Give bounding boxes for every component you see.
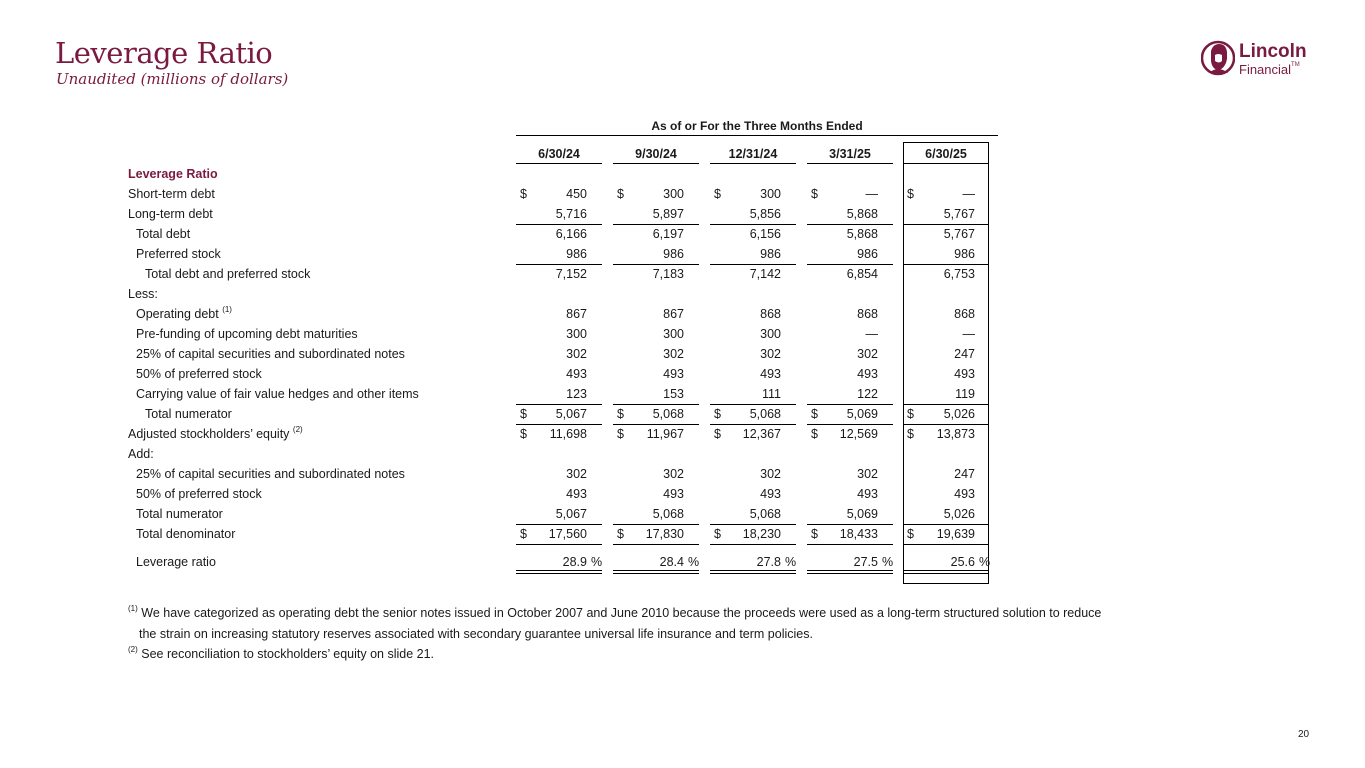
section-title: Leverage Ratio [128, 167, 218, 181]
page-subtitle: Unaudited (millions of dollars) [56, 70, 289, 88]
row-label: Total denominator [136, 527, 236, 541]
table-cell: 11,698 [549, 427, 587, 441]
row-label: Operating debt $^{(1)}$ [136, 305, 232, 321]
dollar-sign: $ [714, 527, 721, 541]
table-cell: 986 [954, 247, 975, 261]
table-cell: 28.4 [659, 555, 684, 569]
table-row [0, 404, 1365, 424]
lincoln-financial-logo [1201, 39, 1313, 79]
percent-sign: % [688, 555, 700, 569]
page-title: Leverage Ratio [55, 36, 273, 70]
table-cell: 867 [566, 307, 587, 321]
table-cell: 119 [955, 387, 975, 401]
table-cell: 5,068 [749, 407, 781, 421]
table-cell: 18,433 [839, 527, 878, 541]
table-row [0, 444, 1365, 464]
underline [710, 224, 796, 225]
table-cell: 302 [857, 467, 878, 481]
row-label: Total debt [136, 227, 191, 241]
underline [710, 424, 796, 425]
table-cell: 450 [566, 187, 587, 201]
table-cell: 17,560 [548, 527, 587, 541]
table-cell: 302 [760, 467, 781, 481]
table-cell: 5,026 [943, 407, 975, 421]
underline [710, 264, 796, 265]
table-cell: 868 [857, 307, 878, 321]
underline [903, 544, 989, 545]
logo-trademark: TM [1291, 62, 1300, 68]
table-cell: 5,716 [555, 207, 587, 221]
table-cell: 27.5 [853, 555, 878, 569]
table-cell: 17,830 [645, 527, 684, 541]
dollar-sign: $ [617, 187, 624, 201]
table-row [0, 384, 1365, 404]
table-cell: — [962, 327, 975, 341]
table-cell: 5,067 [555, 407, 587, 421]
table-cell: 493 [954, 487, 975, 501]
table-row [0, 324, 1365, 344]
table-cell: 300 [760, 327, 781, 341]
table-cell: 986 [566, 247, 587, 261]
footnote-1-continued: the strain on increasing statutory reserves associated with secondary guarantee universal life insurance and term policies. [139, 627, 813, 641]
table-row [0, 424, 1365, 444]
underline [516, 404, 602, 405]
table-cell: 123 [566, 387, 587, 401]
underline [613, 404, 699, 405]
table-cell: 493 [760, 367, 781, 381]
table-cell: 25.6 [950, 555, 975, 569]
logo-text-line2: Financial™ [1239, 62, 1300, 77]
table-cell: 6,166 [555, 227, 587, 241]
table-cell: 5,868 [846, 207, 878, 221]
row-label: Total debt and preferred stock [145, 267, 311, 281]
double-underline [807, 570, 893, 571]
table-row [0, 484, 1365, 504]
row-label: 50% of preferred stock [136, 367, 262, 381]
dollar-sign: $ [520, 427, 527, 441]
table-cell: 247 [954, 467, 975, 481]
dollar-sign: $ [520, 187, 527, 201]
column-header: 12/31/24 [728, 147, 778, 161]
span-header-rule [516, 135, 998, 136]
table-cell: — [865, 327, 878, 341]
table-cell: 122 [857, 387, 878, 401]
table-cell: 300 [566, 327, 587, 341]
logo-text-line1: Lincoln [1239, 41, 1307, 62]
table-row [0, 224, 1365, 244]
dollar-sign: $ [714, 187, 721, 201]
double-underline [710, 570, 796, 571]
percent-sign: % [979, 555, 991, 569]
table-cell: 5,069 [846, 507, 878, 521]
row-label: Add: [128, 447, 154, 461]
row-label: 25% of capital securities and subordinated notes [136, 347, 405, 361]
table-cell: 302 [663, 467, 684, 481]
table-row [0, 284, 1365, 304]
table-cell: 868 [954, 307, 975, 321]
footnote-marker: (1) [222, 305, 232, 314]
section-title-row [0, 164, 1365, 184]
footnote-2: $^{(2)}$ See reconciliation to stockholders’ equity on slide 21. [128, 645, 435, 661]
dollar-sign: $ [714, 407, 721, 421]
table-cell: 493 [857, 487, 878, 501]
table-cell: 493 [857, 367, 878, 381]
table-cell: 6,854 [846, 267, 878, 281]
double-underline [903, 570, 989, 571]
table-cell: 13,873 [936, 427, 975, 441]
table-cell: 493 [566, 487, 587, 501]
table-cell: 247 [954, 347, 975, 361]
table-cell: 302 [566, 467, 587, 481]
table-cell: 11,967 [646, 427, 684, 441]
table-cell: 111 [761, 387, 781, 401]
underline [516, 524, 602, 525]
table-cell: 5,068 [749, 507, 781, 521]
table-cell: 5,068 [652, 507, 684, 521]
dollar-sign: $ [617, 427, 624, 441]
underline [903, 404, 989, 405]
table-cell: 986 [857, 247, 878, 261]
underline [613, 264, 699, 265]
footnote-marker: (2) [292, 425, 303, 434]
double-underline [516, 573, 602, 574]
table-cell: 493 [566, 367, 587, 381]
underline [516, 224, 602, 225]
table-row [0, 524, 1365, 544]
table-cell: 300 [760, 187, 781, 201]
double-underline [903, 573, 989, 574]
underline [516, 424, 602, 425]
table-cell: 302 [857, 347, 878, 361]
row-label: Pre-funding of upcoming debt maturities [136, 327, 358, 341]
row-label: Less: [128, 287, 158, 301]
table-cell: 153 [663, 387, 684, 401]
dollar-sign: $ [907, 187, 914, 201]
row-label: Long-term debt [128, 207, 213, 221]
table-cell: 5,856 [749, 207, 781, 221]
double-underline [613, 570, 699, 571]
table-cell: 867 [663, 307, 684, 321]
underline [613, 544, 699, 545]
table-cell: 493 [954, 367, 975, 381]
page-number: 20 [1298, 729, 1310, 740]
double-underline [613, 573, 699, 574]
table-cell: 5,068 [652, 407, 684, 421]
underline [903, 524, 989, 525]
underline [613, 424, 699, 425]
table-cell: 6,197 [652, 227, 684, 241]
table-cell: 5,067 [555, 507, 587, 521]
table-row [0, 344, 1365, 364]
table-row [0, 264, 1365, 284]
table-cell: 868 [760, 307, 781, 321]
column-header: 6/30/25 [925, 147, 967, 161]
underline [710, 544, 796, 545]
dollar-sign: $ [714, 427, 721, 441]
table-row [0, 204, 1365, 224]
underline [903, 424, 989, 425]
lincoln-portrait-icon [1201, 39, 1235, 77]
dollar-sign: $ [617, 527, 624, 541]
table-row [0, 464, 1365, 484]
table-cell: 7,142 [749, 267, 781, 281]
table-cell: 302 [566, 347, 587, 361]
underline [710, 404, 796, 405]
percent-sign: % [785, 555, 797, 569]
table-cell: 12,569 [839, 427, 878, 441]
table-row [0, 504, 1365, 524]
dollar-sign: $ [520, 407, 527, 421]
dollar-sign: $ [811, 527, 818, 541]
table-cell: 986 [663, 247, 684, 261]
table-cell: 5,069 [846, 407, 878, 421]
percent-sign: % [591, 555, 603, 569]
underline [807, 404, 893, 405]
table-cell: 19,639 [936, 527, 975, 541]
table-cell: 18,230 [742, 527, 781, 541]
row-label: Total numerator [136, 507, 223, 521]
dollar-sign: $ [811, 427, 818, 441]
dollar-sign: $ [811, 187, 818, 201]
table-cell: 493 [760, 487, 781, 501]
column-header: 6/30/24 [538, 147, 580, 161]
underline [807, 224, 893, 225]
table-cell: 6,156 [749, 227, 781, 241]
table-row [0, 244, 1365, 264]
row-label: Preferred stock [136, 247, 221, 261]
dollar-sign: $ [907, 407, 914, 421]
underline [710, 524, 796, 525]
table-cell: 6,753 [943, 267, 975, 281]
underline [807, 264, 893, 265]
table-cell: 300 [663, 187, 684, 201]
row-label: Short-term debt [128, 187, 215, 201]
row-label: Leverage ratio [136, 555, 216, 569]
table-cell: 5,868 [846, 227, 878, 241]
underline [807, 424, 893, 425]
underline [903, 264, 989, 265]
table-cell: — [865, 187, 878, 201]
double-underline [516, 570, 602, 571]
dollar-sign: $ [811, 407, 818, 421]
table-span-header: As of or For the Three Months Ended [651, 119, 863, 133]
underline [807, 524, 893, 525]
dollar-sign: $ [907, 427, 914, 441]
table-row [0, 364, 1365, 384]
table-cell: — [962, 187, 975, 201]
table-cell: 302 [760, 347, 781, 361]
underline [613, 524, 699, 525]
underline [903, 224, 989, 225]
underline [807, 544, 893, 545]
table-cell: 7,183 [652, 267, 684, 281]
footnote-1: $^{(1)}$ We have categorized as operating debt the senior notes issued in October 2007 and June 2010 because the proceeds were used as a long-term structured solution to reduce [128, 604, 1102, 620]
underline [516, 544, 602, 545]
dollar-sign: $ [520, 527, 527, 541]
underline [613, 224, 699, 225]
table-cell: 5,026 [943, 507, 975, 521]
table-cell: 493 [663, 487, 684, 501]
row-label: 50% of preferred stock [136, 487, 262, 501]
table-row [0, 184, 1365, 204]
table-cell: 27.8 [756, 555, 781, 569]
table-cell: 5,897 [652, 207, 684, 221]
column-header: 3/31/25 [829, 147, 871, 161]
row-label: Total numerator [145, 407, 232, 421]
row-label: 25% of capital securities and subordinated notes [136, 467, 405, 481]
dollar-sign: $ [617, 407, 624, 421]
table-cell: 302 [663, 347, 684, 361]
double-underline [807, 573, 893, 574]
row-label: Carrying value of fair value hedges and other items [136, 387, 419, 401]
table-cell: 986 [760, 247, 781, 261]
dollar-sign: $ [907, 527, 914, 541]
table-cell: 493 [663, 367, 684, 381]
table-cell: 28.9 [562, 555, 587, 569]
column-header: 9/30/24 [635, 147, 677, 161]
table-cell: 300 [663, 327, 684, 341]
percent-sign: % [882, 555, 894, 569]
table-cell: 7,152 [555, 267, 587, 281]
table-row [0, 304, 1365, 324]
table-cell: 5,767 [943, 207, 975, 221]
table-cell: 5,767 [943, 227, 975, 241]
underline [516, 264, 602, 265]
double-underline [710, 573, 796, 574]
row-label: Adjusted stockholders’ equity $^{(2)}$ [128, 425, 303, 441]
leverage-ratio-row [0, 552, 1365, 572]
table-cell: 12,367 [742, 427, 781, 441]
